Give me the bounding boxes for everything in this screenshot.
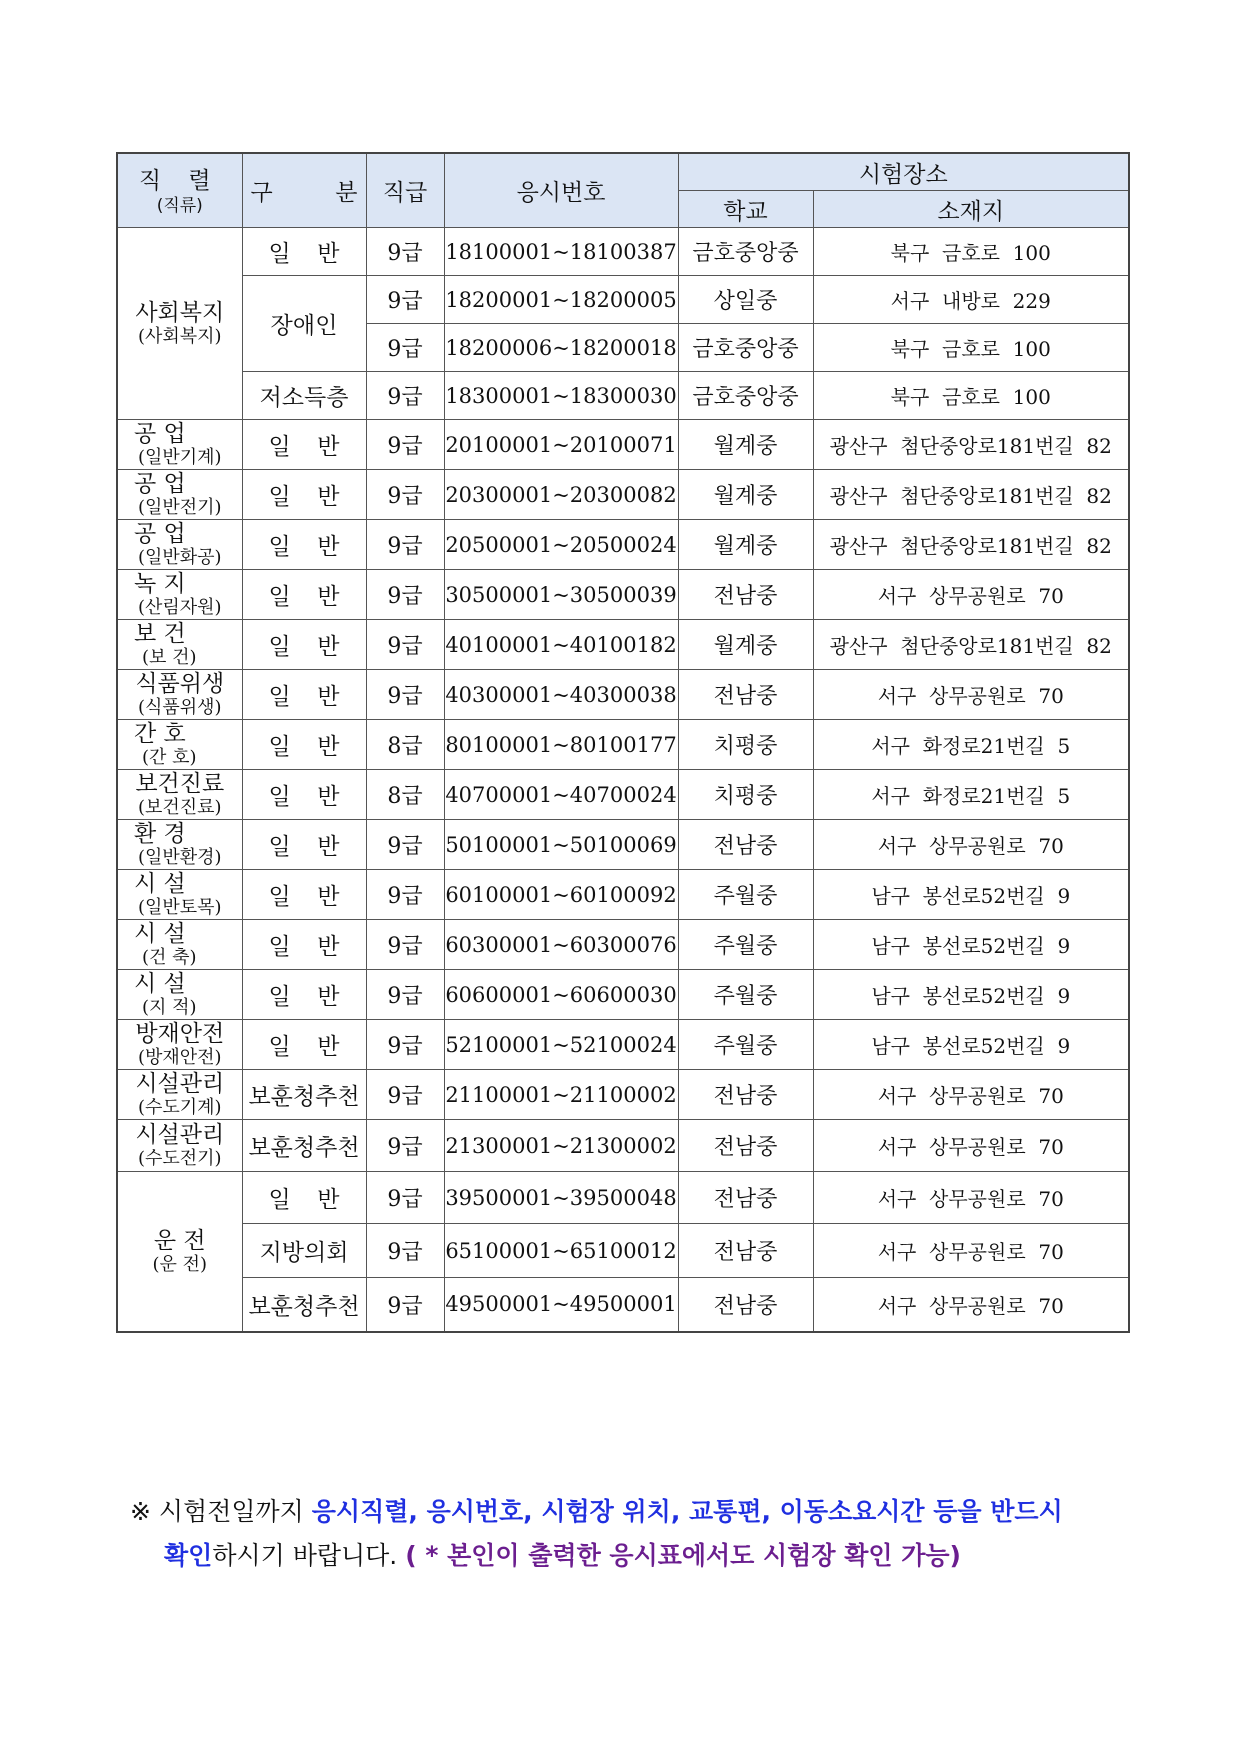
gubun-char: 일 — [268, 534, 291, 560]
category-main: 시설관리 — [135, 1122, 225, 1148]
grade-cell: 9급 — [366, 820, 444, 870]
grade-cell: 9급 — [366, 324, 444, 372]
category-main: 방재안전 — [135, 1021, 225, 1047]
table-row — [117, 470, 1129, 520]
range-cell: 40300001~40300038 — [444, 670, 678, 720]
category-sub: (보 건) — [142, 647, 197, 668]
notice-text — [130, 1490, 1130, 1578]
table-row — [117, 770, 1129, 820]
gubun-label: 지방의회 — [259, 1240, 349, 1266]
grade-cell: 9급 — [366, 420, 444, 470]
grade-cell: 9급 — [366, 1224, 444, 1278]
gubun-char: 일 — [268, 784, 291, 810]
header-eungsi-beonho: 응시번호 — [444, 153, 678, 228]
gubun-label: 보훈청추천 — [248, 1293, 360, 1320]
range-cell: 20500001~20500024 — [444, 520, 678, 570]
category-cell — [117, 1070, 242, 1120]
category-sub: (일반토목) — [137, 897, 222, 918]
notice-mark: ※ — [130, 1497, 151, 1526]
notice-part1: 시험전일까지 — [158, 1497, 304, 1526]
table-row — [117, 720, 1129, 770]
grade-cell: 9급 — [366, 1020, 444, 1070]
header-jikryu-label: (직류) — [156, 195, 203, 216]
gubun-label — [243, 307, 366, 340]
school-cell: 치평중 — [678, 720, 813, 770]
address-cell: 서구 상무공원로 70 — [813, 820, 1129, 870]
table-row — [117, 1278, 1129, 1332]
header-jikryeol — [117, 153, 242, 228]
range-cell: 18200001~18200005 — [444, 276, 678, 324]
gubun-cell — [242, 870, 366, 920]
school-cell: 전남중 — [678, 1070, 813, 1120]
gubun-label — [243, 478, 366, 511]
gubun-char: 반 — [317, 684, 340, 710]
category-cell — [117, 920, 242, 970]
gubun-cell — [242, 228, 366, 276]
address-cell: 광산구 첨단중앙로181번길 82 — [813, 520, 1129, 570]
gubun-cell — [242, 970, 366, 1020]
gubun-cell — [242, 372, 366, 420]
gubun-char: 반 — [317, 534, 340, 560]
gubun-char: 인 — [315, 313, 338, 339]
school-cell: 주월중 — [678, 1020, 813, 1070]
category-main: 환 경 — [134, 821, 186, 847]
gubun-char: 장 — [270, 313, 293, 339]
category-cell — [117, 1172, 242, 1332]
gubun-char: 일 — [268, 984, 291, 1010]
gubun-char: 반 — [317, 241, 340, 267]
range-cell: 21300001~21300002 — [444, 1120, 678, 1172]
category-main: 시 설 — [134, 921, 186, 947]
header-jikryeol-label: 직 렬 — [138, 167, 221, 194]
school-cell: 치평중 — [678, 770, 813, 820]
grade-cell: 9급 — [366, 1070, 444, 1120]
table-row — [117, 520, 1129, 570]
gubun-char: 반 — [317, 934, 340, 960]
category-sub: (일반전기) — [137, 497, 222, 518]
range-cell: 30500001~30500039 — [444, 570, 678, 620]
range-cell: 60300001~60300076 — [444, 920, 678, 970]
table-row — [117, 228, 1129, 276]
school-cell: 상일중 — [678, 276, 813, 324]
category-main: 보 건 — [134, 621, 186, 647]
header-jikgeup: 직급 — [366, 153, 444, 228]
category-main: 녹 지 — [134, 571, 186, 597]
gubun-label — [243, 428, 366, 461]
notice-highlight1: 응시직렬, 응시번호, 시험장 위치, 교통편, 이동소요시간 등을 반드시 — [311, 1497, 1063, 1526]
gubun-label — [243, 1028, 366, 1061]
gubun-char: 일 — [268, 434, 291, 460]
school-cell: 금호중앙중 — [678, 324, 813, 372]
gubun-char: 일 — [268, 484, 291, 510]
range-cell: 80100001~80100177 — [444, 720, 678, 770]
category-main: 공 업 — [134, 421, 186, 447]
gubun-cell — [242, 1020, 366, 1070]
category-sub: (보건진료) — [137, 797, 222, 818]
gubun-cell — [242, 770, 366, 820]
address-cell: 광산구 첨단중앙로181번길 82 — [813, 620, 1129, 670]
range-cell: 18100001~18100387 — [444, 228, 678, 276]
gubun-char: 반 — [317, 634, 340, 660]
category-cell — [117, 620, 242, 670]
table-row — [117, 276, 1129, 324]
category-cell — [117, 1020, 242, 1070]
gubun-label — [243, 978, 366, 1011]
address-cell: 남구 봉선로52번길 9 — [813, 970, 1129, 1020]
school-cell: 금호중앙중 — [678, 372, 813, 420]
gubun-cell — [242, 820, 366, 870]
header-school: 학교 — [678, 191, 813, 228]
table-row — [117, 420, 1129, 470]
range-cell: 60100001~60100092 — [444, 870, 678, 920]
range-cell: 40100001~40100182 — [444, 620, 678, 670]
gubun-char: 반 — [317, 734, 340, 760]
gubun-cell — [242, 1172, 366, 1224]
gubun-cell — [242, 670, 366, 720]
gubun-char: 일 — [268, 684, 291, 710]
grade-cell: 9급 — [366, 470, 444, 520]
gubun-label: 저소득층 — [259, 385, 349, 411]
table-body — [117, 228, 1129, 1332]
gubun-char: 반 — [317, 984, 340, 1010]
school-cell: 주월중 — [678, 870, 813, 920]
table-row — [117, 670, 1129, 720]
category-sub: (수도기계) — [137, 1097, 222, 1118]
range-cell: 65100001~65100012 — [444, 1224, 678, 1278]
school-cell: 월계중 — [678, 520, 813, 570]
table-row — [117, 1224, 1129, 1278]
header-gubun-left: 구 — [250, 180, 273, 206]
address-cell: 서구 내방로 229 — [813, 276, 1129, 324]
grade-cell: 9급 — [366, 520, 444, 570]
range-cell: 20100001~20100071 — [444, 420, 678, 470]
gubun-char: 반 — [317, 784, 340, 810]
grade-cell: 9급 — [366, 372, 444, 420]
range-cell: 50100001~50100069 — [444, 820, 678, 870]
category-main: 시 설 — [134, 871, 186, 897]
header-gubun — [242, 153, 366, 228]
category-cell — [117, 770, 242, 820]
address-cell: 서구 상무공원로 70 — [813, 570, 1129, 620]
table-row — [117, 1020, 1129, 1070]
gubun-char: 일 — [268, 241, 291, 267]
gubun-label — [243, 235, 366, 268]
category-cell — [117, 1120, 242, 1172]
gubun-label — [243, 628, 366, 661]
gubun-label — [243, 878, 366, 911]
header-location: 소재지 — [813, 191, 1129, 228]
gubun-cell — [242, 1224, 366, 1278]
gubun-char: 애 — [292, 313, 316, 339]
category-cell — [117, 970, 242, 1020]
school-cell: 전남중 — [678, 1172, 813, 1224]
category-main: 공 업 — [134, 521, 186, 547]
table-row — [117, 620, 1129, 670]
school-cell: 주월중 — [678, 920, 813, 970]
header-gubun-right: 분 — [335, 180, 358, 206]
gubun-char: 반 — [317, 1034, 340, 1060]
grade-cell: 9급 — [366, 1278, 444, 1332]
address-cell: 서구 화정로21번길 5 — [813, 770, 1129, 820]
address-cell: 광산구 첨단중앙로181번길 82 — [813, 420, 1129, 470]
grade-cell: 9급 — [366, 670, 444, 720]
school-cell: 전남중 — [678, 670, 813, 720]
table-header — [117, 153, 1129, 228]
school-cell: 전남중 — [678, 1120, 813, 1172]
gubun-char: 일 — [268, 1034, 291, 1060]
category-sub: (건 축) — [142, 947, 197, 968]
gubun-cell — [242, 276, 366, 372]
category-sub: (일반기계) — [137, 447, 222, 468]
category-sub: (운 전) — [152, 1253, 208, 1275]
address-cell: 남구 봉선로52번길 9 — [813, 870, 1129, 920]
gubun-char: 일 — [268, 884, 291, 910]
gubun-char: 반 — [317, 584, 340, 610]
range-cell: 60600001~60600030 — [444, 970, 678, 1020]
category-sub: (방재안전) — [137, 1047, 222, 1068]
gubun-cell — [242, 520, 366, 570]
gubun-cell — [242, 1278, 366, 1332]
category-cell — [117, 420, 242, 470]
category-sub: (일반화공) — [137, 547, 222, 568]
table-row — [117, 920, 1129, 970]
gubun-label: 보훈청추천 — [248, 1084, 360, 1110]
school-cell: 전남중 — [678, 820, 813, 870]
gubun-char: 반 — [317, 434, 340, 460]
grade-cell: 9급 — [366, 970, 444, 1020]
gubun-label — [243, 528, 366, 561]
address-cell: 서구 상무공원로 70 — [813, 1120, 1129, 1172]
category-main: 시 설 — [134, 971, 186, 997]
address-cell: 서구 상무공원로 70 — [813, 1278, 1129, 1332]
category-cell — [117, 720, 242, 770]
table-row — [117, 1120, 1129, 1172]
category-sub: (지 적) — [142, 997, 197, 1018]
category-main: 공 업 — [134, 471, 186, 497]
grade-cell: 9급 — [366, 920, 444, 970]
gubun-char: 반 — [317, 834, 340, 860]
gubun-cell — [242, 470, 366, 520]
category-main: 운 전 — [153, 1227, 206, 1254]
table-row — [117, 1172, 1129, 1224]
grade-cell: 9급 — [366, 570, 444, 620]
gubun-cell — [242, 420, 366, 470]
category-main: 보건진료 — [135, 771, 225, 797]
gubun-cell — [242, 1120, 366, 1172]
school-cell: 전남중 — [678, 1224, 813, 1278]
address-cell: 광산구 첨단중앙로181번길 82 — [813, 470, 1129, 520]
category-cell — [117, 820, 242, 870]
address-cell: 서구 화정로21번길 5 — [813, 720, 1129, 770]
category-cell — [117, 670, 242, 720]
gubun-label — [243, 928, 366, 961]
gubun-char: 일 — [268, 734, 291, 760]
notice-purple: ( * 본인이 출력한 응시표에서도 시험장 확인 가능) — [405, 1541, 961, 1570]
category-sub: (수도전기) — [137, 1148, 222, 1169]
gubun-char: 일 — [268, 934, 291, 960]
category-sub: (사회복지) — [137, 326, 222, 347]
school-cell: 금호중앙중 — [678, 228, 813, 276]
category-sub: (일반환경) — [137, 847, 222, 868]
grade-cell: 9급 — [366, 228, 444, 276]
table-row — [117, 372, 1129, 420]
category-cell — [117, 570, 242, 620]
exam-venue-table — [116, 152, 1130, 1333]
address-cell: 북구 금호로 100 — [813, 372, 1129, 420]
gubun-label — [243, 678, 366, 711]
address-cell: 서구 상무공원로 70 — [813, 1224, 1129, 1278]
range-cell: 18300001~18300030 — [444, 372, 678, 420]
gubun-char: 일 — [268, 1187, 291, 1213]
school-cell: 전남중 — [678, 570, 813, 620]
gubun-char: 반 — [317, 884, 340, 910]
gubun-char: 반 — [317, 484, 340, 510]
range-cell: 18200006~18200018 — [444, 324, 678, 372]
range-cell: 49500001~49500001 — [444, 1278, 678, 1332]
range-cell: 52100001~52100024 — [444, 1020, 678, 1070]
grade-cell: 9급 — [366, 1120, 444, 1172]
gubun-cell — [242, 920, 366, 970]
notice-highlight2: 확인 — [164, 1541, 213, 1570]
address-cell: 북구 금호로 100 — [813, 228, 1129, 276]
notice-part2: 하시기 바랍니다. — [212, 1541, 398, 1570]
table-row — [117, 570, 1129, 620]
school-cell: 주월중 — [678, 970, 813, 1020]
school-cell: 월계중 — [678, 420, 813, 470]
range-cell: 40700001~40700024 — [444, 770, 678, 820]
category-main: 시설관리 — [135, 1071, 225, 1097]
address-cell: 서구 상무공원로 70 — [813, 670, 1129, 720]
grade-cell: 9급 — [366, 870, 444, 920]
grade-cell: 9급 — [366, 276, 444, 324]
address-cell: 남구 봉선로52번길 9 — [813, 1020, 1129, 1070]
table-row — [117, 970, 1129, 1020]
table-row — [117, 1070, 1129, 1120]
gubun-char: 일 — [268, 584, 291, 610]
category-cell — [117, 870, 242, 920]
header-venue: 시험장소 — [678, 153, 1129, 191]
category-main: 간 호 — [134, 721, 186, 747]
gubun-label — [243, 828, 366, 861]
gubun-char: 일 — [268, 634, 291, 660]
table-row — [117, 820, 1129, 870]
school-cell: 월계중 — [678, 620, 813, 670]
grade-cell: 8급 — [366, 720, 444, 770]
gubun-cell — [242, 620, 366, 670]
gubun-label — [243, 1181, 366, 1214]
category-main: 사회복지 — [135, 300, 225, 326]
category-cell — [117, 520, 242, 570]
gubun-cell — [242, 1070, 366, 1120]
range-cell: 21100001~21100002 — [444, 1070, 678, 1120]
range-cell: 20300001~20300082 — [444, 470, 678, 520]
table-row — [117, 870, 1129, 920]
category-sub: (산림자원) — [137, 597, 222, 618]
gubun-label: 보훈청추천 — [248, 1135, 360, 1161]
gubun-cell — [242, 720, 366, 770]
school-cell: 전남중 — [678, 1278, 813, 1332]
category-cell — [117, 228, 242, 420]
gubun-label — [243, 778, 366, 811]
category-sub: (간 호) — [142, 747, 197, 768]
category-main: 식품위생 — [135, 671, 225, 697]
gubun-char: 반 — [317, 1187, 340, 1213]
gubun-label — [243, 578, 366, 611]
category-sub: (식품위생) — [137, 697, 222, 718]
address-cell: 서구 상무공원로 70 — [813, 1070, 1129, 1120]
grade-cell: 8급 — [366, 770, 444, 820]
address-cell: 서구 상무공원로 70 — [813, 1172, 1129, 1224]
address-cell: 남구 봉선로52번길 9 — [813, 920, 1129, 970]
school-cell: 월계중 — [678, 470, 813, 520]
gubun-char: 일 — [268, 834, 291, 860]
gubun-cell — [242, 570, 366, 620]
gubun-label — [243, 728, 366, 761]
category-cell — [117, 470, 242, 520]
range-cell: 39500001~39500048 — [444, 1172, 678, 1224]
grade-cell: 9급 — [366, 1172, 444, 1224]
grade-cell: 9급 — [366, 620, 444, 670]
address-cell: 북구 금호로 100 — [813, 324, 1129, 372]
